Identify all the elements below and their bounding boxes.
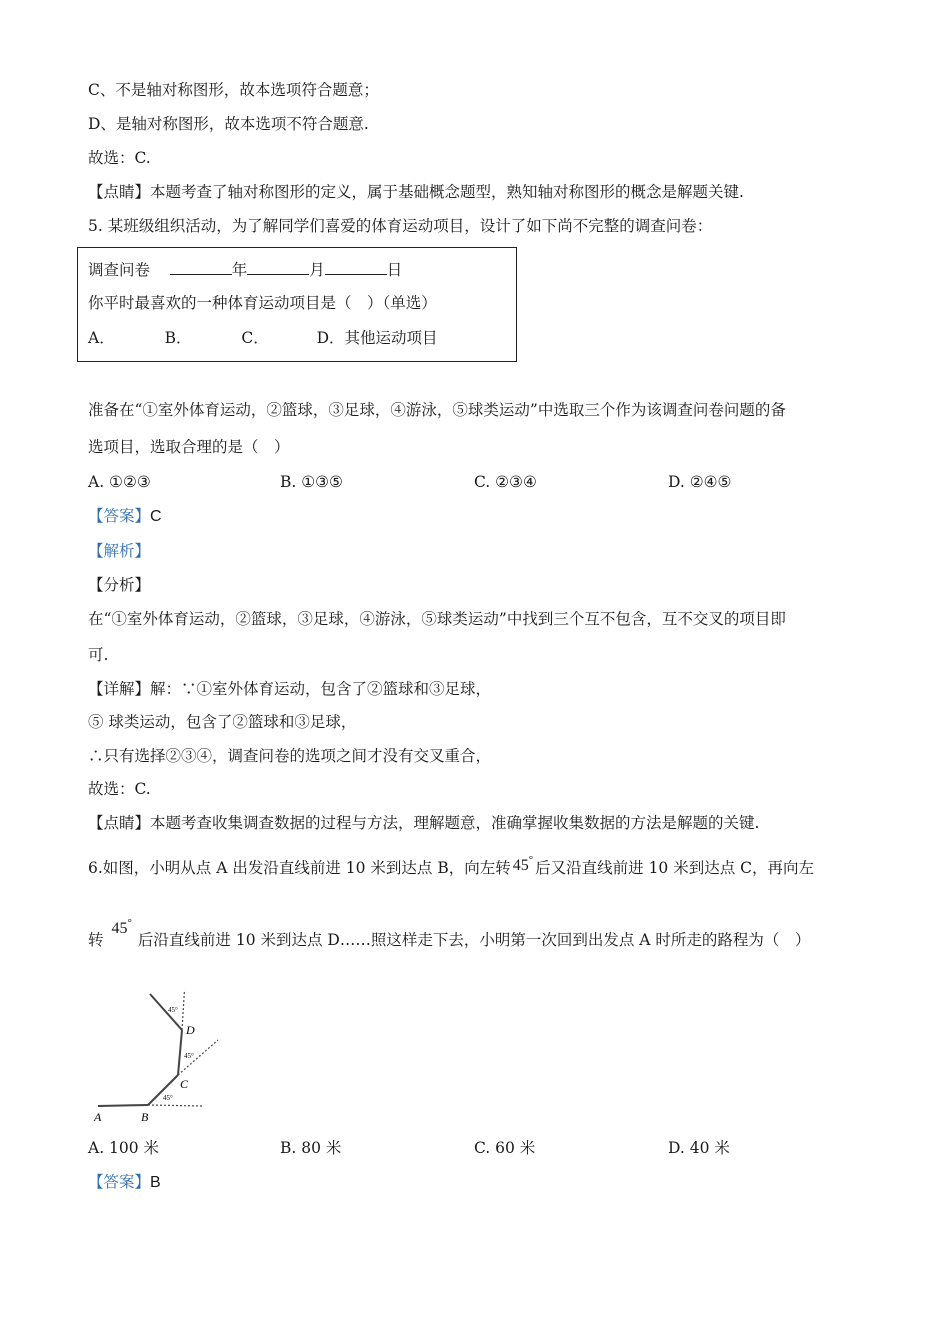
angle-degree: ° [127, 917, 132, 929]
fenxi-tag: 【分析】 [88, 576, 151, 594]
survey-opt-c: C． [241, 329, 269, 347]
text-line: 选项目，选取合理的是（ ） [88, 438, 290, 456]
answer-tag: 【答案】 [88, 507, 151, 525]
month-blank [247, 260, 309, 275]
question-6-line-1 [88, 854, 815, 880]
survey-box [77, 247, 517, 362]
text-line: ∴只有选择②③④，调查问卷的选项之间才没有交叉重合， [88, 747, 492, 765]
text-line: 可. [88, 646, 109, 664]
angle-label-d: 45° [168, 1006, 178, 1014]
survey-date-line [88, 258, 402, 280]
survey-opt-d: D．其他运动项目 [316, 329, 438, 347]
answer-value: B [150, 1174, 161, 1191]
answer-line [88, 1172, 161, 1193]
answer-tag: 【答案】 [88, 1173, 151, 1191]
text-line: 准备在“①室外体育运动，②篮球，③足球，④游泳，⑤球类运动”中选取三个作为该调查问卷问题的备 [88, 401, 786, 419]
xiangjie-tag: 【详解】 [88, 680, 151, 698]
angle-label-b: 45° [163, 1094, 173, 1102]
label-c: C [180, 1077, 189, 1091]
label-a: A [94, 1110, 102, 1124]
year-blank [170, 260, 232, 275]
xiangjie-text: 解：∵①室外体育运动，包含了②篮球和③足球， [150, 680, 492, 698]
text-line: 在“①室外体育运动，②篮球，③足球，④游泳，⑤球类运动”中找到三个互不包含，互不交叉的项目即 [88, 610, 786, 628]
day-blank [325, 260, 387, 275]
dianjing-text: 本题考查收集调查数据的过程与方法，理解题意，准确掌握收集数据的方法是解题的关键. [150, 814, 760, 832]
jiexi-tag: 【解析】 [88, 542, 151, 560]
dianjing-line [88, 182, 744, 202]
q6-text-d: 后沿直线前进 10 米到达点 D……照这样走下去，小明第一次回到出发点 A 时所走的路程为（ ） [137, 931, 811, 949]
angle-degree: ° [528, 854, 534, 866]
label-d: D [186, 1023, 195, 1037]
q6-option-d: D. 40 米 [668, 1139, 730, 1157]
dianjing-line [88, 813, 759, 833]
q6-option-a: A. 100 米 [88, 1139, 160, 1157]
q6-text-b: 后又沿直线前进 10 米到达点 C，再向左 [535, 859, 815, 877]
dianjing-text: 本题考查了轴对称图形的定义，属于基础概念题型，熟知轴对称图形的概念是解题关键. [150, 183, 744, 201]
angle-value: 45 [512, 857, 529, 874]
q5-option-b: B. ①③⑤ [280, 473, 343, 491]
text-line: D、是轴对称图形，故本选项不符合题意. [88, 115, 369, 133]
survey-title: 调查问卷 [88, 261, 151, 279]
path-figure [88, 990, 228, 1125]
segment-cd [178, 1030, 182, 1075]
q6-option-c: C. 60 米 [474, 1139, 536, 1157]
angle-label-c: 45° [184, 1052, 194, 1060]
month-label: 月 [309, 261, 325, 279]
q6-option-b: B. 80 米 [280, 1139, 342, 1157]
answer-line [88, 506, 162, 527]
survey-options [88, 326, 438, 348]
dianjing-tag: 【点睛】 [88, 814, 151, 832]
day-label: 日 [386, 261, 403, 279]
text-line: ⑤ 球类运动，包含了②篮球和③足球， [88, 713, 357, 731]
text-line: C、不是轴对称图形，故本选项符合题意； [88, 81, 379, 99]
survey-question: 你平时最喜欢的一种体育运动项目是（ ）（单选） [88, 294, 437, 312]
q5-option-d: D. ②④⑤ [668, 473, 732, 491]
angle-45 [512, 854, 534, 874]
text-line: 故选：C. [88, 780, 151, 798]
xiangjie-line [88, 679, 491, 699]
survey-opt-a: A． [88, 329, 115, 347]
dianjing-tag: 【点睛】 [88, 183, 151, 201]
answer-value: C [150, 508, 162, 525]
question-6-line-2 [88, 917, 811, 952]
label-b: B [141, 1110, 149, 1124]
question-5: 5. 某班级组织活动，为了解同学们喜爱的体育运动项目，设计了如下尚不完整的调查问卷： [88, 217, 713, 235]
q6-text-c: 转 [88, 931, 104, 949]
angle-value: 45 [111, 920, 128, 937]
angle-45 [111, 917, 132, 937]
segment-ab [98, 1105, 148, 1106]
survey-opt-b: B． [164, 329, 192, 347]
q5-option-a: A. ①②③ [88, 473, 151, 491]
year-label: 年 [231, 261, 248, 279]
dashed-extension-ab [148, 1105, 202, 1106]
q6-text-a: 6.如图，小明从点 A 出发沿直线前进 10 米到达点 B，向左转 [88, 859, 511, 877]
q5-option-c: C. ②③④ [474, 473, 537, 491]
text-line: 故选：C. [88, 149, 151, 167]
dashed-extension-cd [182, 990, 185, 1030]
